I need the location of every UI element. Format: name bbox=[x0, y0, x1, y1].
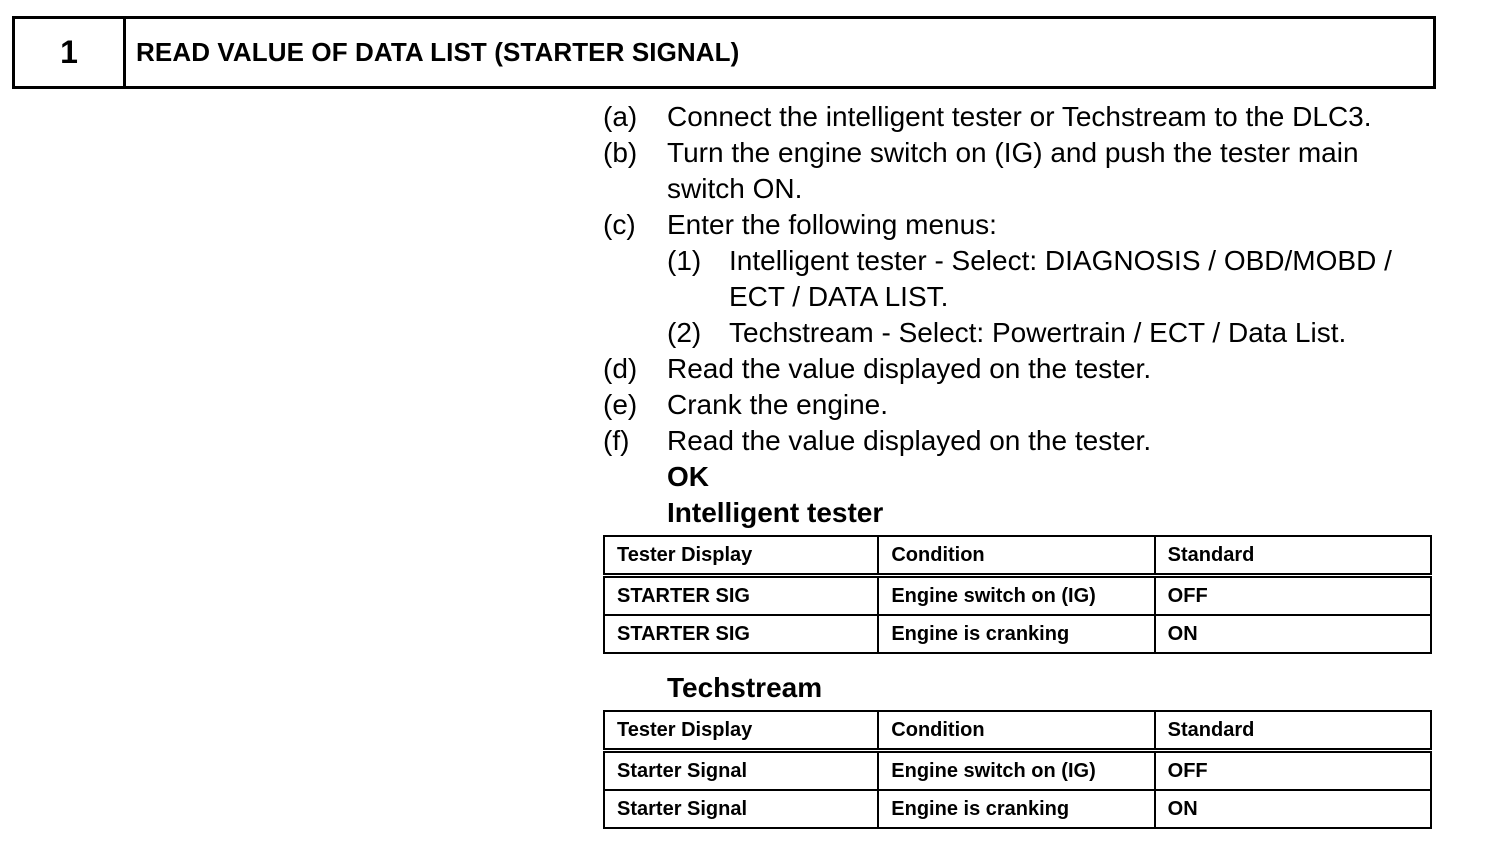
cell-condition: Engine is cranking bbox=[878, 615, 1154, 653]
header-standard: Standard bbox=[1155, 711, 1431, 751]
cell-standard: OFF bbox=[1155, 751, 1431, 791]
step-c-2 bbox=[603, 315, 1443, 351]
table-row bbox=[604, 751, 1431, 791]
table-row bbox=[604, 576, 1431, 616]
step-text: Read the value displayed on the tester. bbox=[667, 425, 1152, 456]
header-tester-display: Tester Display bbox=[604, 711, 878, 751]
step-label: (a) bbox=[603, 101, 638, 132]
step-label: (c) bbox=[603, 209, 636, 240]
table-title-techstream: Techstream bbox=[667, 672, 823, 703]
instruction-list bbox=[603, 99, 1443, 459]
step-text: Intelligent tester - Select: DIAGNOSIS / OBD/MOBD / ECT / DATA LIST. bbox=[729, 245, 1392, 312]
header-condition: Condition bbox=[878, 711, 1154, 751]
step-header bbox=[12, 16, 1436, 89]
cell-tester-display: STARTER SIG bbox=[604, 615, 878, 653]
step-e bbox=[603, 387, 1443, 423]
cell-standard: ON bbox=[1155, 790, 1431, 828]
spec-table-techstream bbox=[603, 710, 1432, 829]
step-b bbox=[603, 135, 1443, 207]
cell-tester-display: STARTER SIG bbox=[604, 576, 878, 616]
step-text: Connect the intelligent tester or Techstream to the DLC3. bbox=[667, 101, 1372, 132]
step-label: (f) bbox=[603, 425, 630, 456]
step-label: (b) bbox=[603, 137, 638, 168]
step-f bbox=[603, 423, 1443, 459]
cell-standard: ON bbox=[1155, 615, 1431, 653]
cell-standard: OFF bbox=[1155, 576, 1431, 616]
step-number: 1 bbox=[15, 19, 126, 86]
table-row bbox=[604, 615, 1431, 653]
step-c bbox=[603, 207, 1443, 243]
table-header-row bbox=[604, 536, 1431, 576]
table-header-row bbox=[604, 711, 1431, 751]
step-label: (d) bbox=[603, 353, 638, 384]
ok-label: OK bbox=[667, 461, 709, 492]
cell-tester-display: Starter Signal bbox=[604, 790, 878, 828]
step-label: (e) bbox=[603, 389, 638, 420]
header-condition: Condition bbox=[878, 536, 1154, 576]
cell-tester-display: Starter Signal bbox=[604, 751, 878, 791]
table-title-intelligent-tester: Intelligent tester bbox=[667, 497, 884, 528]
cell-condition: Engine switch on (IG) bbox=[878, 576, 1154, 616]
header-standard: Standard bbox=[1155, 536, 1431, 576]
step-label: (1) bbox=[667, 245, 702, 276]
step-text: Turn the engine switch on (IG) and push the tester main switch ON. bbox=[667, 137, 1359, 204]
step-title: READ VALUE OF DATA LIST (STARTER SIGNAL) bbox=[136, 37, 740, 67]
spec-table-intelligent-tester bbox=[603, 535, 1432, 654]
cell-condition: Engine switch on (IG) bbox=[878, 751, 1154, 791]
header-tester-display: Tester Display bbox=[604, 536, 878, 576]
step-text: Read the value displayed on the tester. bbox=[667, 353, 1152, 384]
step-c-1 bbox=[603, 243, 1443, 315]
step-text: Techstream - Select: Powertrain / ECT / Data List. bbox=[729, 317, 1347, 348]
step-label: (2) bbox=[667, 317, 702, 348]
step-d bbox=[603, 351, 1443, 387]
step-text: Enter the following menus: bbox=[667, 209, 997, 240]
step-a bbox=[603, 99, 1443, 135]
cell-condition: Engine is cranking bbox=[878, 790, 1154, 828]
table-row bbox=[604, 790, 1431, 828]
step-text: Crank the engine. bbox=[667, 389, 889, 420]
